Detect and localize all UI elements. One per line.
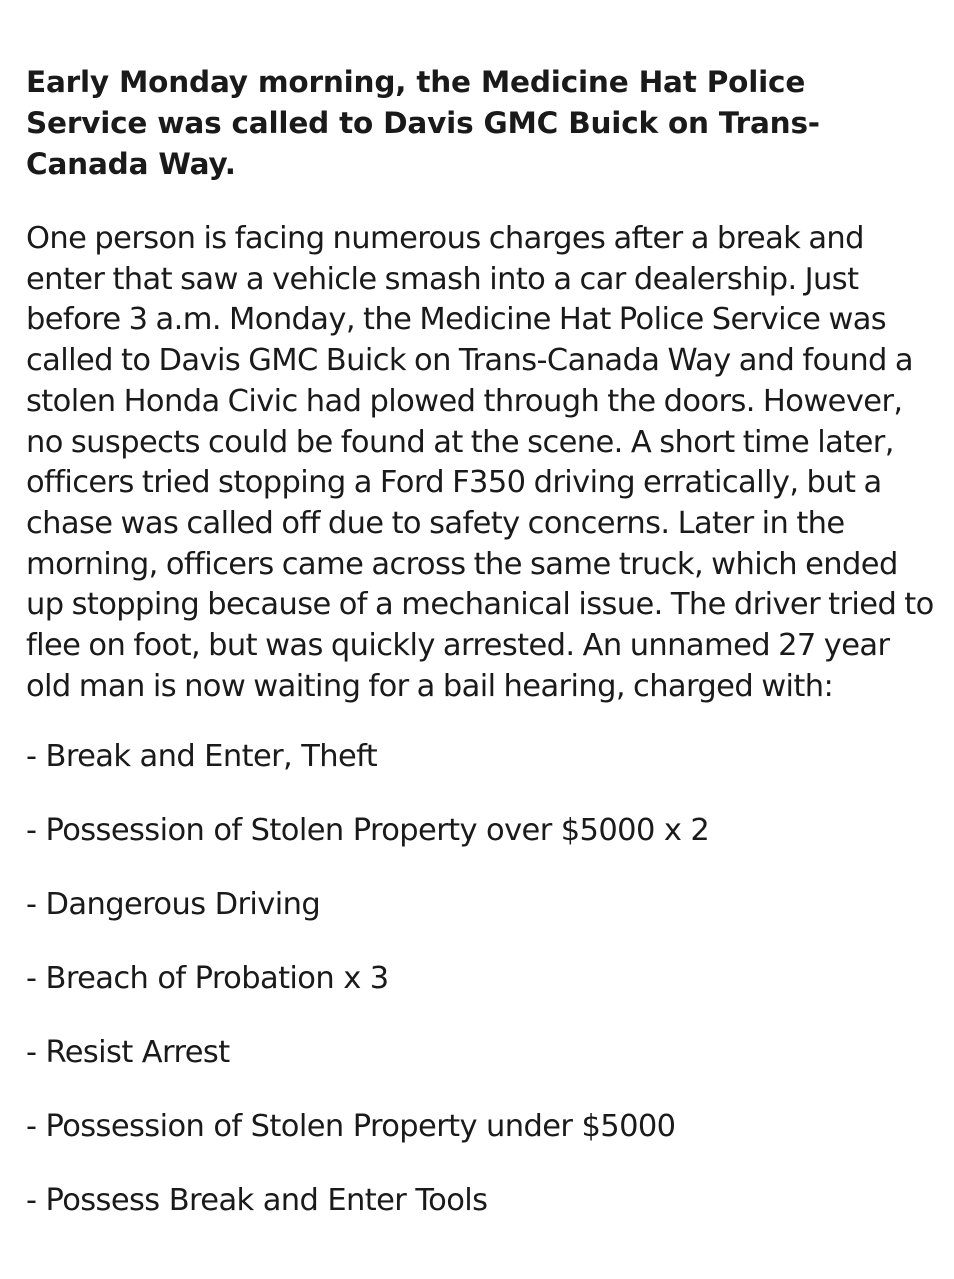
charge-item: - Resist Arrest xyxy=(26,1035,230,1071)
charges-list xyxy=(26,737,936,1255)
charge-item: - Break and Enter, Theft xyxy=(26,739,378,775)
charge-item: - Breach of Probation x 3 xyxy=(26,961,389,997)
article xyxy=(26,62,936,1255)
charge-item: - Possession of Stolen Property over $5000 x 2 xyxy=(26,813,710,849)
article-body: One person is facing numerous charges after a break and enter that saw a vehicle smash into a car dealership. Just before 3 a.m. Monday, the Medicine Hat Police Service was called to Davis GMC Buick on Trans-Canada Way and found a stolen Honda Civic had plowed through the doors. However, no suspects could be found at the scene. A short time later, officers tried stopping a Ford F350 driving erratically, but a chase was called off due to safety concerns. Later in the morning, officers came across the same truck, which ended up stopping because of a mechanical issue. The driver tried to flee on foot, but was quickly arrested. An unnamed 27 year old man is now waiting for a bail hearing, charged with: xyxy=(26,221,934,704)
charge-item: - Possess Break and Enter Tools xyxy=(26,1183,488,1219)
article-lead: Early Monday morning, the Medicine Hat Police Service was called to Davis GMC Buick on Trans-Canada Way. xyxy=(26,65,820,181)
charge-item: - Dangerous Driving xyxy=(26,887,321,923)
charge-item: - Possession of Stolen Property under $5000 xyxy=(26,1109,676,1145)
